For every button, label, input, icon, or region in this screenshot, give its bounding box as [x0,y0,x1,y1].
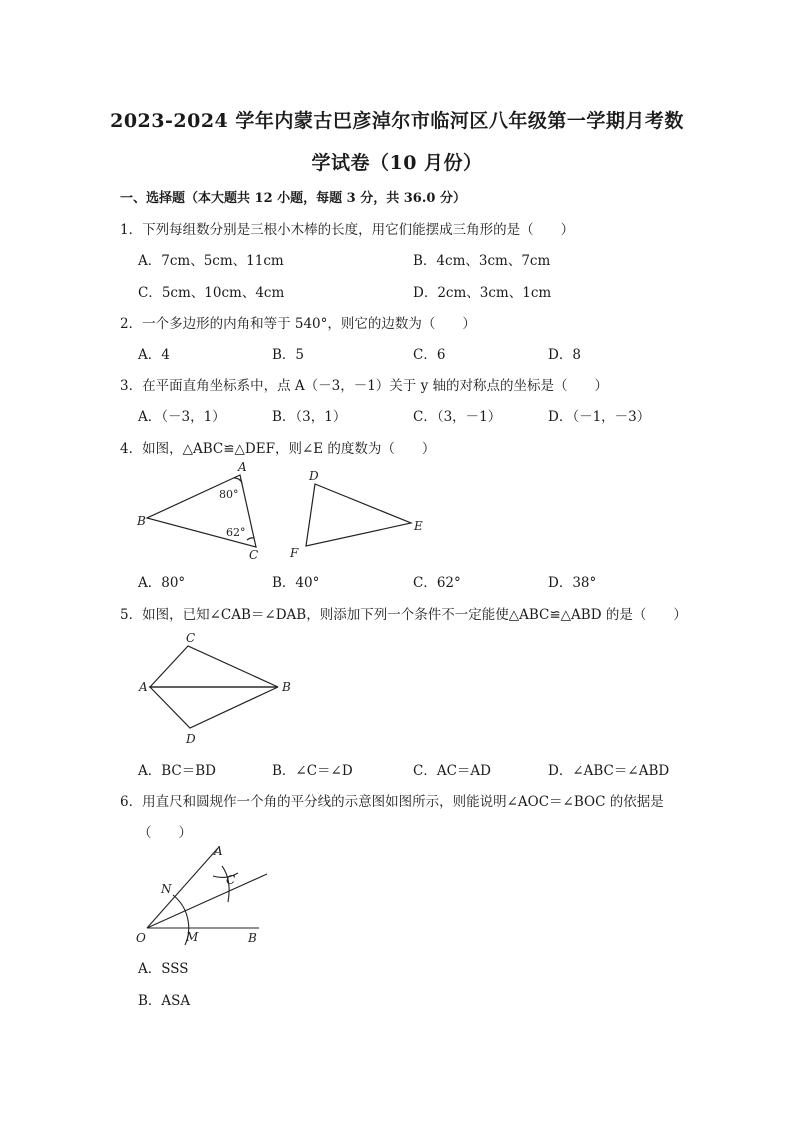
exam-title-line-2: 学试卷（10 月份） [311,152,483,174]
question-2-option-d: D．8 [548,347,581,363]
question-1-option-d: D．2cm、3cm、1cm [413,285,552,301]
exam-title-line-1: 2023-2024 学年内蒙古巴彦淖尔市临河区八年级第一学期月考数 [110,110,684,132]
question-4-option-c: C．62° [413,575,461,591]
question-1-stem: 1．下列每组数分别是三根小木棒的长度，用它们能摆成三角形的是（ ） [120,222,575,238]
ray-oa [147,848,218,928]
label-a: A [238,460,247,474]
label-a-q5: A [139,680,148,694]
label-b: B [137,514,146,528]
question-5-figure [130,628,305,748]
question-1-option-b: B．4cm、3cm、7cm [413,253,551,269]
angle-a-label: 80° [219,488,239,501]
question-6-stem: 6．用直尺和圆规作一个角的平分线的示意图如图所示，则能说明∠AOC＝∠BOC 的依据是 [120,794,664,810]
question-3-option-d: D．（－1，－3） [548,409,651,425]
label-b-q5: B [282,680,291,694]
question-6-option-b: B．ASA [138,993,191,1009]
question-5-option-a: A．BC＝BD [138,763,216,779]
label-d-q5: D [186,732,196,746]
triangle-abc-q5 [150,646,278,687]
question-1-option-c: C．5cm、10cm、4cm [138,285,285,301]
question-6-stem-continued: （ ） [138,825,192,841]
label-a-q6: A [214,844,223,858]
question-3-option-a: A．（－3，1） [138,409,226,425]
question-2-stem: 2．一个多边形的内角和等于 540°，则它的边数为（ ） [120,316,476,332]
question-4-stem: 4．如图，△ABC≌△DEF，则∠E 的度数为（ ） [120,441,436,457]
label-d: D [309,469,319,483]
question-5-stem: 5．如图，已知∠CAB＝∠DAB，则添加下列一个条件不一定能使△ABC≌△ABD 的是（ ） [120,607,687,623]
label-o-q6: O [136,931,146,945]
question-4-option-a: A．80° [138,575,186,591]
question-4-option-d: D．38° [548,575,597,591]
question-3-option-c: C．（3，－1） [413,409,502,425]
question-2-option-a: A．4 [138,347,170,363]
question-4-figure [130,458,430,566]
label-c-q6: C [226,873,236,887]
question-5-option-b: B．∠C＝∠D [272,763,353,779]
question-1-option-a: A．7cm、5cm、11cm [138,253,284,269]
label-f: F [290,546,299,560]
question-2-option-c: C．6 [413,347,446,363]
triangle-def [306,484,411,546]
question-6-option-a: A．SSS [138,961,189,977]
label-b-q6: B [248,931,257,945]
question-5-option-c: C．AC＝AD [413,763,491,779]
label-n-q6: N [161,882,172,896]
question-3-stem: 3．在平面直角坐标系中，点 A（－3，－1）关于 y 轴的对称点的坐标是（ ） [120,378,609,394]
label-e: E [414,519,423,533]
label-c-q5: C [186,631,196,645]
question-2-option-b: B．5 [272,347,305,363]
angle-c-label: 62° [226,526,246,539]
question-6-figure [130,838,280,950]
label-c: C [249,548,259,562]
angle-c-arc [247,538,254,540]
question-4-option-b: B．40° [272,575,320,591]
triangle-abd-q5 [150,687,278,728]
question-3-option-b: B．（3，1） [272,409,347,425]
label-m-q6: M [186,930,199,944]
section-heading: 一、选择题（本大题共 12 小题，每题 3 分，共 36.0 分） [120,191,466,206]
question-5-option-d: D．∠ABC＝∠ABD [548,763,670,779]
